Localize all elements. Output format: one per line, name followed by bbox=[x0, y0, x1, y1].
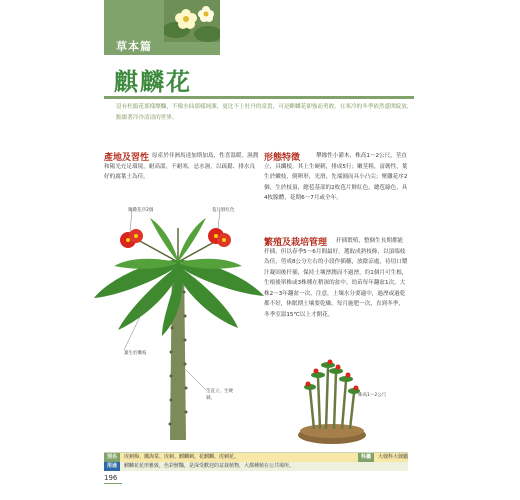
chapter-tab-photo bbox=[164, 0, 220, 42]
page-title: 麒麟花 bbox=[114, 68, 192, 96]
family-value: 大戟科大戟屬 bbox=[377, 454, 408, 460]
info-bar bbox=[104, 452, 408, 471]
title-divider bbox=[104, 96, 414, 99]
alias-value: 虎刺梅、鐵海棠、虎刺、麒麟刺、花麒麟、虎刺花。 bbox=[124, 454, 240, 460]
info-row-use bbox=[104, 462, 408, 471]
annotation-height: 株高1～2公尺 bbox=[358, 393, 387, 398]
section-heading-origin: 產地及習性 bbox=[104, 153, 150, 163]
annotation-cyme: 聚繖花序2個 bbox=[128, 208, 154, 213]
section-body-features: 攀緣性小灌木，株高1～2公尺，莖直立，具纖棱，其上生硬刺，排成5行；嫩莖粗，富韌性，葉生於嫩枝，倒卵形，光滑，先端圓而具小凸尖；聚繖花序2個，生於枝頂，總苞基部的2枚苞片鮮紅色，總苞綠色，具4枚腺體，花期6～7月或全年。 bbox=[264, 153, 408, 201]
alias-tag: 別名 bbox=[104, 453, 120, 462]
use-value: 麒麟花花形雅致，色彩鮮豔，是深受歡迎的盆栽植物，大都種植在公共場所。 bbox=[124, 463, 295, 469]
section-body-origin: 原產於非洲馬達加斯加島，性喜溫暖、濕潤和陽光充足環境，耐高溫，不耐寒，忌水濕，以疏鬆、排水良好的腐葉土為佳。 bbox=[104, 153, 259, 180]
chapter-tab-label: 草本篇 bbox=[116, 40, 152, 53]
intro-paragraph: 沒有杜鵑花那樣燦爛，不像水仙那樣純潔，更比不上牡丹的富貴，可是麒麟花卻強而勇敢，在寒冷的冬季依然盛開綻放，點綴著冷冷清清的世界。 bbox=[116, 104, 413, 121]
plant-illustration bbox=[88, 200, 268, 445]
section-heading-features: 形態特徵 bbox=[264, 153, 301, 163]
page-number: 196 bbox=[104, 474, 118, 482]
annotation-bract: 苞片鮮紅色 bbox=[212, 208, 235, 213]
info-row-alias bbox=[104, 453, 408, 462]
annotation-stem: 莖直立，生硬刺。 bbox=[206, 389, 233, 401]
potted-plant-illustration bbox=[292, 355, 372, 445]
family-tag: 科屬 bbox=[358, 453, 374, 462]
footer-rule bbox=[104, 483, 122, 484]
family-group bbox=[358, 453, 408, 462]
use-tag: 用途 bbox=[104, 462, 120, 471]
section-heading-care: 繁殖及栽培管理 bbox=[264, 238, 328, 248]
annotation-leaf: 葉生於嫩枝 bbox=[124, 351, 147, 356]
section-body-care: 扦插繁殖，整個生長期都能扦插，但以春季5～6月間最好。選取成熟枝條，以頂端枝為佳，剪成8公分左右的小段作插穗，放陰涼處，待切口漿汁凝固後扦插，保持土壤溼潤而不過溼，約1個月可生根，生根後單株或3株種在稍深的盆中。幼苗每年翻盆1次，大株2～3年翻盆一次，注意，土壤水分要適中，過溼或過乾都不好，休眠期土壤要乾燥，每月施肥一次，直到冬季，冬季室溫15℃以上才開花。 bbox=[264, 238, 408, 318]
